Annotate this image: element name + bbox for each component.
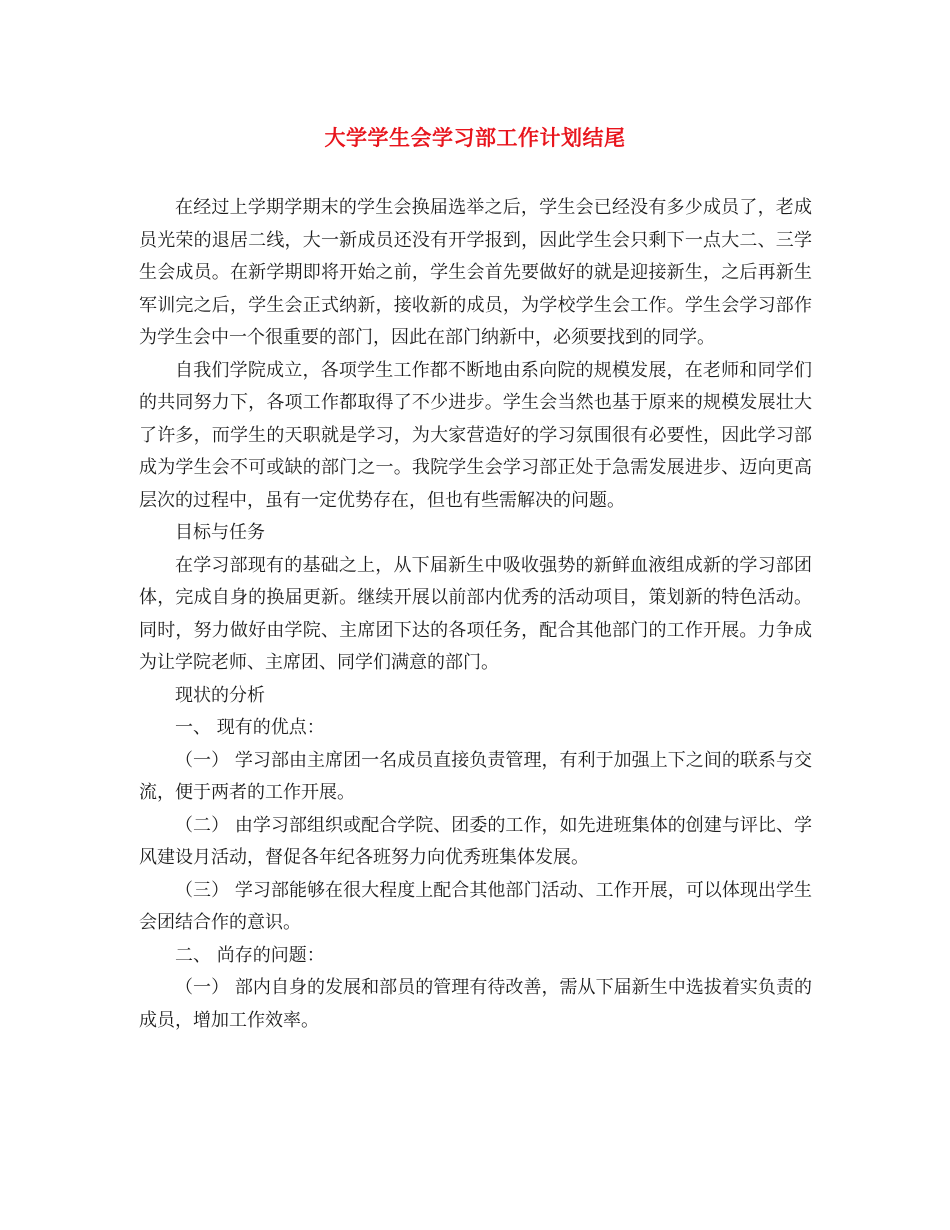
list-item-strength-2: （二） 由学习部组织或配合学院、团委的工作，如先进班集体的创建与评比、学风建设月活动，督促各年纪各班努力向优秀班集体发展。 [139, 814, 812, 868]
subheading-problems: 二、 尚存的问题： [175, 944, 325, 966]
section-heading-analysis: 现状的分析 [175, 684, 265, 706]
paragraph-goals: 在学习部现有的基础之上，从下届新生中吸收强势的新鲜血液组成新的学习部团体，完成自身的换届更新。继续开展以前部内优秀的活动项目，策划新的特色活动。同时，努力做好由学院、主席团下达的各项任务，配合其他部门的工作开展。力争成为让学院老师、主席团、同学们满意的部门。 [139, 554, 812, 673]
document-title: 大学学生会学习部工作计划结尾 [324, 125, 626, 150]
section-heading-goals: 目标与任务 [175, 522, 265, 543]
document-body [139, 192, 812, 1037]
paragraph-intro: 在经过上学期学期末的学生会换届选举之后，学生会已经没有多少成员了，老成员光荣的退居二线，大一新成员还没有开学报到，因此学生会只剩下一点大二、三学生会成员。在新学期即将开始之前，学生会首先要做好的就是迎接新生，之后再新生军训完之后，学生会正式纳新，接收新的成员，为学校学生会工作。学生会学习部作为学生会中一个很重要的部门，因此在部门纳新中，必须要找到的同学。 [139, 197, 812, 348]
subheading-strengths: 一、 现有的优点： [175, 717, 325, 738]
list-item-strength-3: （三） 学习部能够在很大程度上配合其他部门活动、工作开展，可以体现出学生会团结合作的意识。 [139, 879, 812, 933]
list-item-strength-1: （一） 学习部由主席团一名成员直接负责管理，有利于加强上下之间的联系与交流，便于两者的工作开展。 [139, 749, 812, 803]
paragraph-background: 自我们学院成立，各项学生工作都不断地由系向院的规模发展，在老师和同学们的共同努力下，各项工作都取得了不少进步。学生会当然也基于原来的规模发展壮大了许多，而学生的天职就是学习，为大家营造好的学习氛围很有必要性，因此学习部成为学生会不可或缺的部门之一。我院学生会学习部正处于急需发展进步、迈向更高层次的过程中，虽有一定优势存在，但也有些需解决的问题。 [139, 359, 812, 511]
list-item-problem-1: （一） 部内自身的发展和部员的管理有待改善，需从下届新生中选拔着实负责的成员，增加工作效率。 [139, 977, 812, 1031]
